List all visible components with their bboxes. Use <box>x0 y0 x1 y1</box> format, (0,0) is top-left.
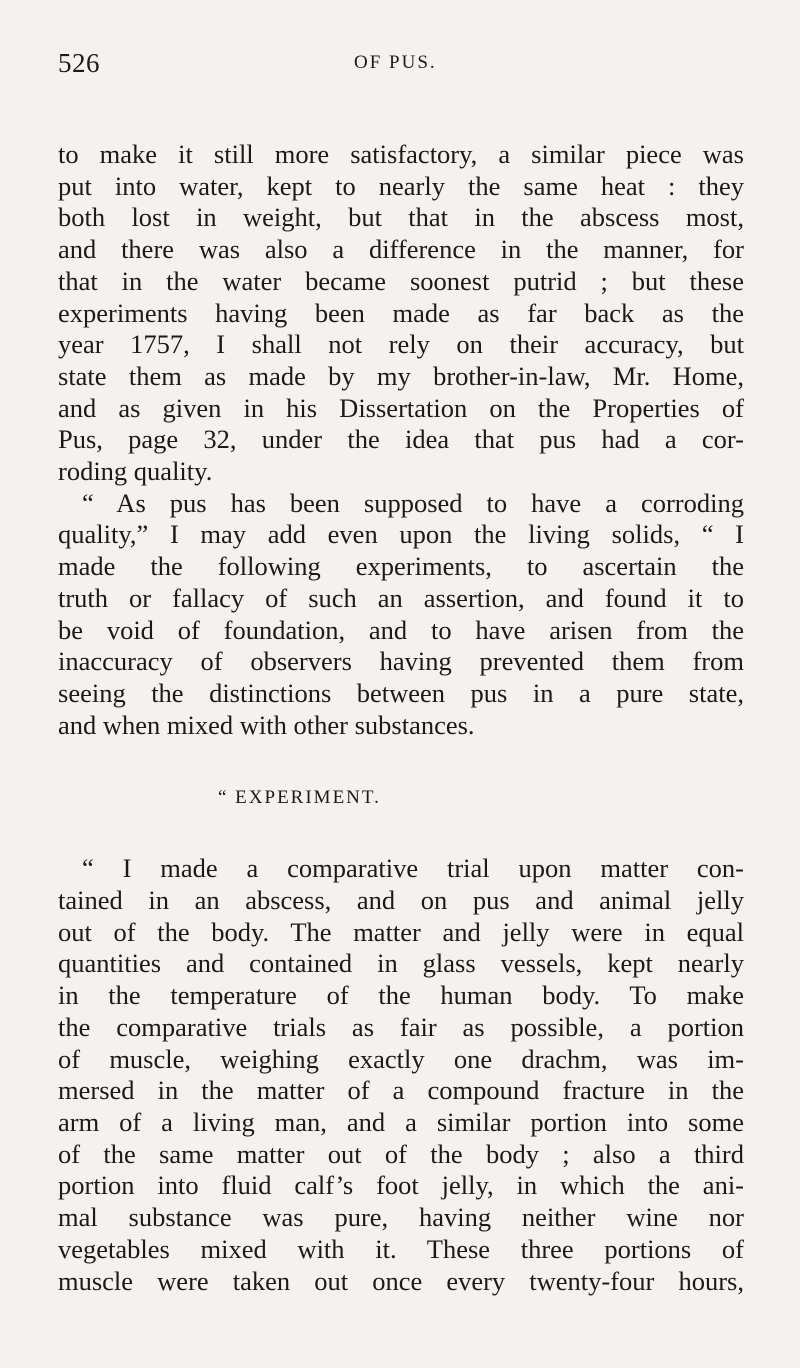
text-line: muscle were taken out once every twenty-four hours, <box>58 1265 744 1296</box>
text-line: truth or fallacy of such an assertion, and found it to <box>58 582 744 613</box>
book-page <box>58 40 744 1297</box>
text-line: seeing the distinctions between pus in a pure state, <box>58 677 744 708</box>
section-heading-experiment: “ EXPERIMENT. <box>218 787 381 809</box>
text-line: year 1757, I shall not rely on their accuracy, but <box>58 329 744 360</box>
text-line: experiments having been made as far back as the <box>58 297 744 328</box>
paragraph-abscess-trial <box>58 139 744 488</box>
text-line: made the following experiments, to ascertain the <box>58 551 744 582</box>
text-line: in the temperature of the human body. To make <box>58 980 744 1011</box>
text-line: mal substance was pure, having neither wine nor <box>58 1202 744 1233</box>
text-line: be void of foundation, and to have arisen from the <box>58 614 744 645</box>
text-line: that in the water became soonest putrid ; but these <box>58 265 744 296</box>
paragraph-experiment <box>58 853 744 1297</box>
text-line: out of the body. The matter and jelly were in equal <box>58 916 744 947</box>
running-head-title: OF PUS. <box>354 52 437 73</box>
text-line: quantities and contained in glass vessels, kept nearly <box>58 948 744 979</box>
text-line: arm of a living man, and a similar portion into some <box>58 1106 744 1137</box>
text-line: mersed in the matter of a compound fracture in the <box>58 1075 744 1106</box>
text-line: and when mixed with other substances. <box>58 709 475 740</box>
page-number: 526 <box>58 48 100 78</box>
text-line: of muscle, weighing exactly one drachm, was im- <box>58 1043 744 1074</box>
text-line: both lost in weight, but that in the abscess most, <box>58 202 744 233</box>
text-line: and there was also a difference in the manner, for <box>58 234 744 265</box>
paragraph-corroding-quality <box>58 488 744 742</box>
text-line: state them as made by my brother-in-law, Mr. Home, <box>58 360 744 391</box>
text-line: to make it still more satisfactory, a similar piece was <box>58 139 744 169</box>
text-line: of the same matter out of the body ; also a third <box>58 1138 744 1169</box>
text-line: tained in an abscess, and on pus and animal jelly <box>58 885 744 916</box>
text-line: put into water, kept to nearly the same heat : they <box>58 170 744 201</box>
text-line: Pus, page 32, under the idea that pus had a cor- <box>58 424 744 455</box>
text-line: the comparative trials as fair as possible, a portion <box>58 1011 744 1042</box>
text-line: quality,” I may add even upon the living solids, “ I <box>58 519 744 550</box>
text-line: portion into fluid calf’s foot jelly, in which the ani- <box>58 1170 744 1201</box>
running-head <box>58 40 744 88</box>
text-line: inaccuracy of observers having prevented them from <box>58 646 744 677</box>
text-line: “ I made a comparative trial upon matter con- <box>82 853 744 884</box>
text-line: and as given in his Dissertation on the Properties of <box>58 392 744 423</box>
text-line: “ As pus has been supposed to have a corroding <box>82 487 744 518</box>
text-line: roding quality. <box>58 456 213 487</box>
text-line: vegetables mixed with it. These three portions of <box>58 1233 744 1264</box>
